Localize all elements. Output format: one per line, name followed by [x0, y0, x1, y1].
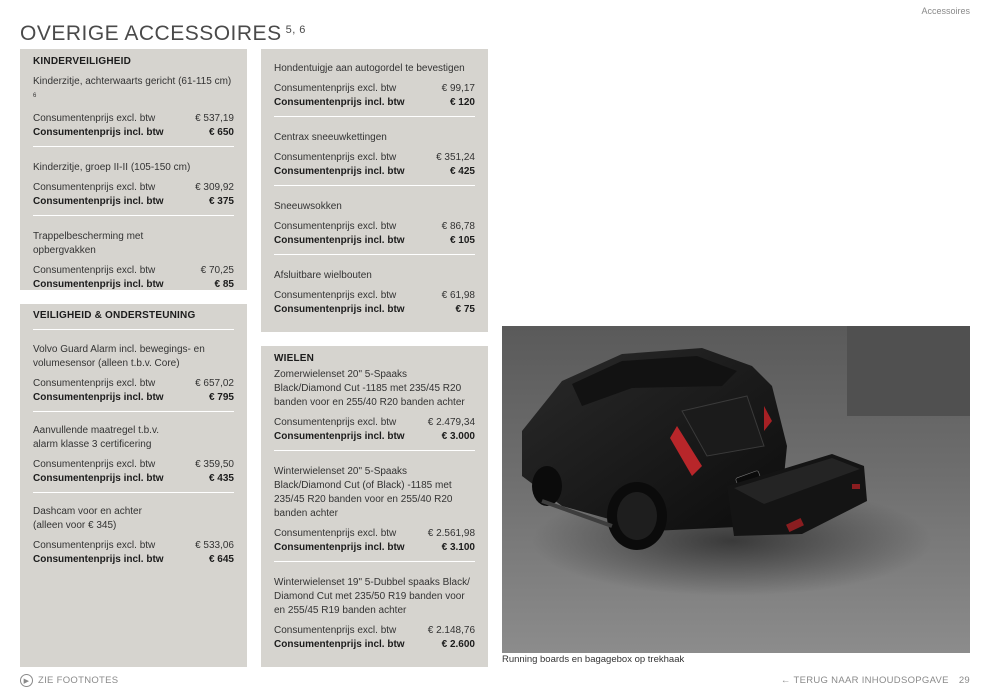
- price-excl-row: Consumentenprijs excl. btw € 2.479,34: [274, 417, 475, 428]
- price-excl-row: Consumentenprijs excl. btw € 99,17: [274, 83, 475, 94]
- accessory-item: [274, 117, 475, 186]
- page-number: 29: [958, 675, 970, 686]
- accessory-title: Volvo Guard Alarm incl. bewegings- en volumesensor (alleen t.b.v. Core): [33, 344, 205, 369]
- accessory-item: [33, 412, 234, 493]
- price-incl-row: Consumentenprijs incl. btw € 795: [33, 392, 234, 403]
- price-incl-row: Consumentenprijs incl. btw € 3.100: [274, 542, 475, 553]
- price-excl-row: Consumentenprijs excl. btw € 533,06: [33, 540, 234, 551]
- price-incl-row: Consumentenprijs incl. btw € 425: [274, 166, 475, 177]
- footer-nav: [781, 675, 970, 686]
- veiligheid-header: VEILIGHEID & ONDERSTEUNING: [33, 304, 234, 330]
- section-tag: Accessoires: [921, 6, 970, 16]
- price-incl-row: Consumentenprijs incl. btw € 2.600: [274, 639, 475, 650]
- kinderveiligheid-header: KINDERVEILIGHEID: [33, 56, 132, 67]
- price-incl-row: Consumentenprijs incl. btw € 375: [33, 196, 234, 208]
- car-with-luggage-box-image: [502, 326, 970, 653]
- accessory-item: [33, 65, 234, 147]
- accessory-item: [274, 451, 475, 562]
- accessory-title: Kinderzitje, groep II-II (105-150 cm): [33, 162, 191, 174]
- price-excl-row: Consumentenprijs excl. btw € 70,25: [33, 265, 234, 277]
- page-title: [20, 22, 306, 46]
- accessory-title: Trappelbescherming met opbergvakken: [33, 231, 144, 257]
- accessory-title: Dashcam voor en achter (alleen voor € 345): [33, 506, 142, 531]
- price-excl-row: Consumentenprijs excl. btw € 2.561,98: [274, 528, 475, 539]
- price-incl-row: Consumentenprijs incl. btw € 650: [33, 127, 234, 139]
- title-footnote-ref: 5, 6: [285, 24, 306, 36]
- accessory-item: [274, 49, 475, 117]
- kinderveiligheid-panel: [20, 49, 247, 290]
- accessory-title: Winterwielenset 20" 5-Spaaks Black/Diamond Cut (of Black) -1185 met 235/45 R20 banden voor en 255/40 R20 banden achter: [274, 466, 453, 519]
- accessory-item: [33, 330, 234, 412]
- accessory-title: Centrax sneeuwkettingen: [274, 132, 387, 143]
- price-incl-row: Consumentenprijs incl. btw € 3.000: [274, 431, 475, 442]
- price-incl-row: Consumentenprijs incl. btw € 75: [274, 304, 475, 315]
- price-excl-row: Consumentenprijs excl. btw € 537,19: [33, 113, 234, 125]
- accessory-title: Hondentuigje aan autogordel te bevestigen: [274, 63, 465, 74]
- accessory-item: [274, 364, 475, 451]
- price-incl-row: Consumentenprijs incl. btw € 120: [274, 97, 475, 108]
- accessory-title: Afsluitbare wielbouten: [274, 270, 372, 281]
- play-circle-icon: ▶: [20, 674, 33, 687]
- accessory-item: [33, 147, 234, 216]
- accessory-item: [33, 493, 234, 573]
- wielen-header: WIELEN: [274, 353, 315, 364]
- price-excl-row: Consumentenprijs excl. btw € 2.148,76: [274, 625, 475, 636]
- price-excl-row: Consumentenprijs excl. btw € 309,92: [33, 182, 234, 194]
- footnotes-link[interactable]: [20, 674, 118, 687]
- price-excl-row: Consumentenprijs excl. btw € 657,02: [33, 378, 234, 389]
- accessory-title: Sneeuwsokken: [274, 201, 342, 212]
- accessory-title: Winterwielenset 19" 5-Dubbel spaaks Black/ Diamond Cut met 235/50 R19 banden voor en 255/45 R19 banden achter: [274, 577, 470, 616]
- price-excl-row: Consumentenprijs excl. btw € 86,78: [274, 221, 475, 232]
- price-excl-row: Consumentenprijs excl. btw € 351,24: [274, 152, 475, 163]
- accessory-item: [274, 562, 475, 658]
- price-excl-row: Consumentenprijs excl. btw € 359,50: [33, 459, 234, 470]
- price-incl-row: Consumentenprijs incl. btw € 435: [33, 473, 234, 484]
- overig-panel: [261, 49, 488, 332]
- wielen-panel: [261, 346, 488, 667]
- car-photo: [502, 326, 970, 653]
- accessory-title: Aanvullende maatregel t.b.v. alarm klasse 3 certificering: [33, 425, 160, 450]
- veiligheid-panel: [20, 304, 247, 667]
- price-incl-row: Consumentenprijs incl. btw € 645: [33, 554, 234, 565]
- accessory-title: Zomerwielenset 20" 5-Spaaks Black/Diamond Cut -1185 met 235/45 R20 banden voor en 255/40 R20 banden achter: [274, 369, 465, 408]
- page-title-text: OVERIGE ACCESSOIRES: [20, 22, 282, 45]
- price-incl-row: Consumentenprijs incl. btw € 105: [274, 235, 475, 246]
- photo-caption: Running boards en bagagebox op trekhaak: [502, 654, 685, 665]
- accessory-item: [33, 216, 234, 298]
- price-excl-row: Consumentenprijs excl. btw € 61,98: [274, 290, 475, 301]
- accessory-item: [274, 186, 475, 255]
- footnotes-label: ZIE FOOTNOTES: [38, 675, 119, 686]
- price-incl-row: Consumentenprijs incl. btw € 85: [33, 279, 234, 291]
- back-to-contents-link[interactable]: ← TERUG NAAR INHOUDSOPGAVE: [780, 675, 949, 686]
- accessory-item: [274, 255, 475, 323]
- accessory-title: Kinderzitje, achterwaarts gericht (61-115 cm) $^6$: [33, 76, 232, 99]
